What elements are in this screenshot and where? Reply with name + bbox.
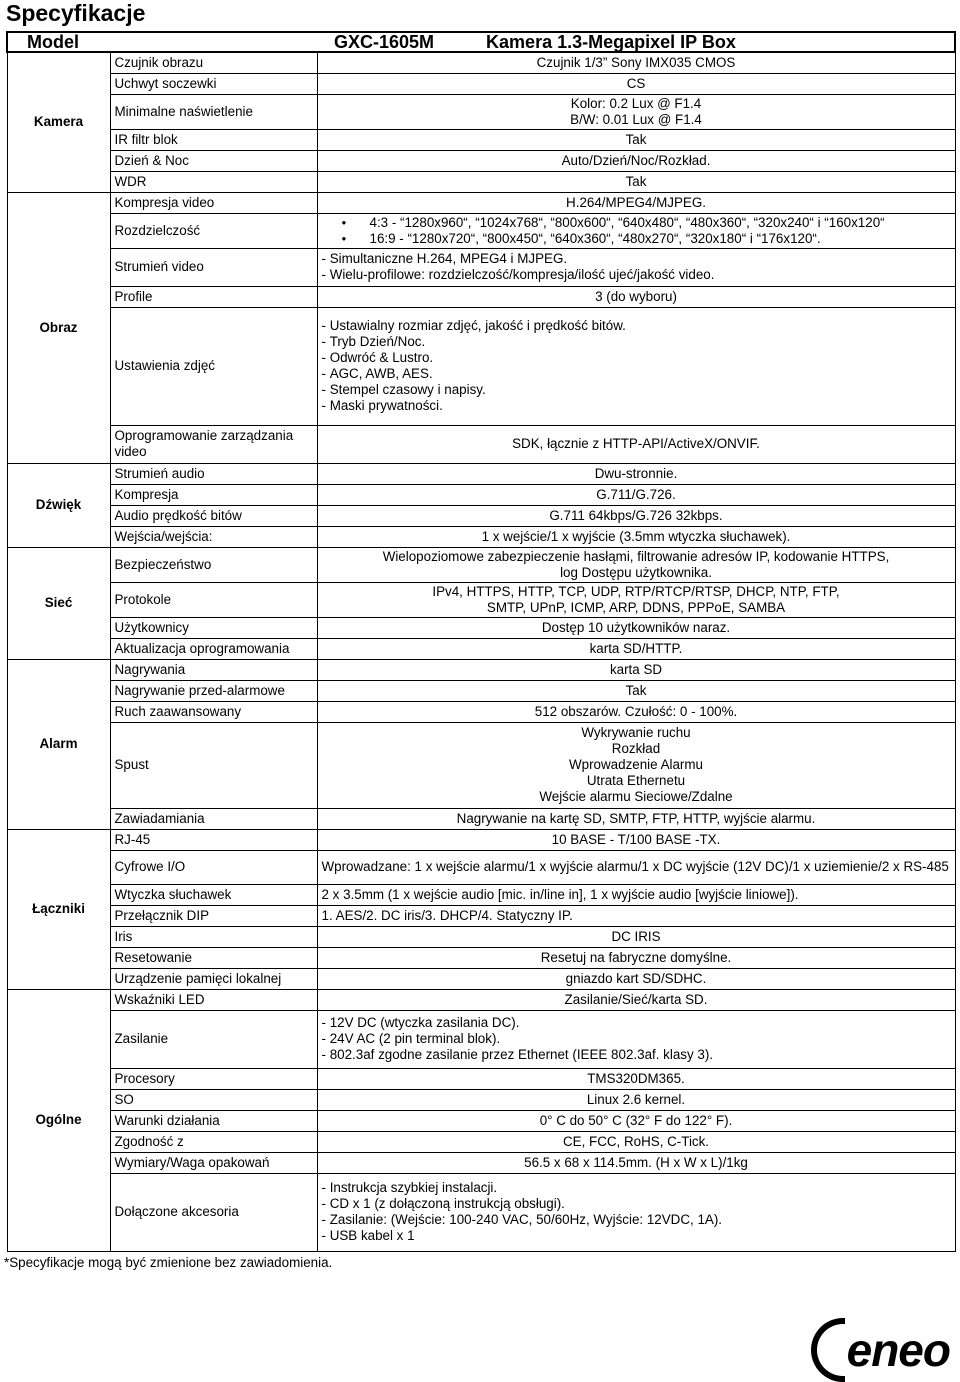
spec-value bbox=[317, 659, 955, 680]
spec-label: Iris bbox=[110, 926, 317, 947]
spec-value bbox=[317, 307, 955, 425]
spec-value-line: - Instrukcja szybkiej instalacji. bbox=[322, 1180, 951, 1196]
spec-value bbox=[317, 722, 955, 808]
category-cell: Obraz bbox=[7, 192, 110, 463]
table-row bbox=[7, 1089, 955, 1110]
logo-arc-icon bbox=[811, 1318, 845, 1382]
table-row bbox=[7, 1131, 955, 1152]
spec-value-line: - Simultaniczne H.264, MPEG4 i MJPEG. bbox=[322, 251, 951, 267]
spec-value bbox=[317, 1089, 955, 1110]
spec-value-line: SDK, łącznie z HTTP-API/ActiveX/ONVIF. bbox=[512, 436, 760, 451]
spec-label: Audio prędkość bitów bbox=[110, 505, 317, 526]
table-row bbox=[7, 526, 955, 547]
spec-value-line: - CD x 1 (z dołączoną instrukcją obsługi). bbox=[322, 1196, 951, 1212]
spec-value-line: ● 16:9 - “1280x720“, “800x450“, “640x360“, “480x270“, “320x180“ i “176x120“. bbox=[342, 231, 951, 247]
spec-value bbox=[317, 1110, 955, 1131]
table-row bbox=[7, 213, 955, 248]
logo-text: eneo bbox=[846, 1324, 950, 1376]
spec-value-line: Dostęp 10 użytkowników naraz. bbox=[541, 619, 731, 635]
spec-value-line: - Zasilanie: (Wejście: 100-240 VAC, 50/60Hz, Wyjście: 12VDC, 1A). bbox=[322, 1212, 951, 1228]
table-row bbox=[7, 968, 955, 989]
table-header-row bbox=[7, 32, 955, 52]
table-row bbox=[7, 150, 955, 171]
spec-value bbox=[317, 505, 955, 526]
spec-label: Przełącznik DIP bbox=[110, 905, 317, 926]
spec-label: Dołączone akcesoria bbox=[110, 1173, 317, 1251]
spec-value-line: G.711 64kbps/G.726 32kbps. bbox=[549, 507, 723, 523]
table-row bbox=[7, 926, 955, 947]
spec-value-line: 3 (do wyboru) bbox=[595, 288, 677, 304]
spec-value-line: karta SD/HTTP. bbox=[589, 640, 683, 656]
footnote: *Specyfikacje mogą być zmienione bez zawiadomienia. bbox=[4, 1255, 333, 1270]
spec-value bbox=[317, 884, 955, 905]
spec-value bbox=[317, 484, 955, 505]
spec-value-line: Linux 2.6 kernel. bbox=[586, 1091, 686, 1107]
spec-label: Protokole bbox=[110, 582, 317, 617]
table-row bbox=[7, 638, 955, 659]
table-row bbox=[7, 192, 955, 213]
spec-value-line: - Ustawialny rozmiar zdjęć, jakość i prędkość bitów. bbox=[322, 318, 951, 334]
spec-value-line: CE, FCC, RoHS, C-Tick. bbox=[562, 1133, 710, 1149]
spec-value-line: 2 x 3.5mm (1 x wejście audio [mic. in/line in], 1 x wyjście audio [wyjście liniowe]). bbox=[321, 886, 799, 902]
spec-value-line: 512 obszarów. Czułość: 0 - 100%. bbox=[534, 703, 738, 719]
spec-value-line: karta SD bbox=[609, 661, 663, 677]
spec-label: Profile bbox=[110, 286, 317, 307]
spec-label: IR filtr blok bbox=[110, 129, 317, 150]
spec-value bbox=[317, 213, 955, 248]
category-cell: Łączniki bbox=[7, 829, 110, 989]
spec-value bbox=[317, 680, 955, 701]
spec-label: Minimalne naświetlenie bbox=[110, 94, 317, 129]
spec-value bbox=[317, 425, 955, 463]
table-row bbox=[7, 989, 955, 1010]
spec-value bbox=[317, 582, 955, 617]
spec-value bbox=[317, 248, 955, 286]
table-row bbox=[7, 1152, 955, 1173]
spec-label: Użytkownicy bbox=[110, 617, 317, 638]
spec-value-line: Czujnik 1/3” Sony IMX035 CMOS bbox=[536, 54, 736, 70]
table-row bbox=[7, 1173, 955, 1251]
spec-value-line: - Odwróć & Lustro. bbox=[322, 350, 951, 366]
spec-value bbox=[317, 1173, 955, 1251]
table-row bbox=[7, 505, 955, 526]
table-row bbox=[7, 463, 955, 484]
spec-value bbox=[317, 1068, 955, 1089]
spec-value-line: - Stempel czasowy i napisy. bbox=[322, 382, 951, 398]
spec-label: Urządzenie pamięci lokalnej bbox=[110, 968, 317, 989]
spec-label: Ruch zaawansowany bbox=[110, 701, 317, 722]
spec-value-line: IPv4, HTTPS, HTTP, TCP, UDP, RTP/RTCP/RTSP, DHCP, NTP, FTP, bbox=[432, 583, 840, 599]
spec-value-line: CS bbox=[626, 75, 646, 91]
spec-value bbox=[317, 94, 955, 129]
table-row bbox=[7, 829, 955, 850]
spec-table bbox=[6, 31, 956, 1252]
spec-value bbox=[317, 129, 955, 150]
spec-value-line: DC IRIS bbox=[611, 928, 661, 944]
spec-value-line: Zasilanie/Sieć/karta SD. bbox=[564, 991, 708, 1007]
spec-value bbox=[317, 1010, 955, 1068]
spec-value-line: - Tryb Dzień/Noc. bbox=[322, 334, 951, 350]
camera-type: Kamera 1.3-Megapixel IP Box bbox=[486, 32, 736, 52]
table-row bbox=[7, 659, 955, 680]
spec-label: Rozdzielczość bbox=[110, 213, 317, 248]
spec-label: SO bbox=[110, 1089, 317, 1110]
spec-value-line: Utrata Ethernetu bbox=[586, 773, 686, 788]
spec-value bbox=[317, 638, 955, 659]
spec-value bbox=[317, 463, 955, 484]
spec-value-line: - 12V DC (wtyczka zasilania DC). bbox=[322, 1015, 951, 1031]
table-row bbox=[7, 680, 955, 701]
spec-label: Strumień video bbox=[110, 248, 317, 286]
spec-value-line: log Dostępu użytkownika. bbox=[560, 564, 712, 580]
table-row bbox=[7, 52, 955, 73]
spec-value-line: SMTP, UPnP, ICMP, ARP, DDNS, PPPoE, SAMBA bbox=[486, 599, 786, 615]
spec-value-line: Tak bbox=[625, 173, 647, 189]
spec-value bbox=[317, 286, 955, 307]
category-cell: Sieć bbox=[7, 547, 110, 659]
spec-value-line: - 802.3af zgodne zasilanie przez Ethernet (IEEE 802.3af. klasy 3). bbox=[322, 1047, 951, 1063]
table-row bbox=[7, 722, 955, 808]
spec-label: Zgodność z bbox=[110, 1131, 317, 1152]
spec-label: Bezpieczeństwo bbox=[110, 547, 317, 582]
spec-value-line: Tak bbox=[625, 131, 647, 147]
spec-value-line: H.264/MPEG4/MJPEG. bbox=[566, 194, 706, 210]
table-row bbox=[7, 171, 955, 192]
spec-value-line: Wprowadzane: 1 x wejście alarmu/1 x wyjście alarmu/1 x DC wyjście (12V DC)/1 x uziemienie/2 x RS-485 bbox=[321, 859, 949, 874]
spec-value bbox=[317, 52, 955, 73]
spec-label: Wymiary/Waga opakowań bbox=[110, 1152, 317, 1173]
spec-value-line: TMS320DM365. bbox=[587, 1070, 685, 1086]
spec-value bbox=[317, 171, 955, 192]
spec-label: Zasilanie bbox=[110, 1010, 317, 1068]
spec-value bbox=[317, 829, 955, 850]
table-row bbox=[7, 547, 955, 582]
spec-label: Uchwyt soczewki bbox=[110, 73, 317, 94]
spec-label: Oprogramowanie zarządzania video bbox=[110, 425, 317, 463]
table-row bbox=[7, 484, 955, 505]
spec-label: Cyfrowe I/O bbox=[110, 850, 317, 884]
table-row bbox=[7, 307, 955, 425]
spec-label: Zawiadamiania bbox=[110, 808, 317, 829]
spec-value bbox=[317, 547, 955, 582]
spec-label: Nagrywanie przed-alarmowe bbox=[110, 680, 317, 701]
model-label: Model bbox=[27, 32, 79, 52]
spec-label: Wejścia/wejścia: bbox=[110, 526, 317, 547]
table-row bbox=[7, 73, 955, 94]
table-row bbox=[7, 1110, 955, 1131]
table-row bbox=[7, 582, 955, 617]
table-row bbox=[7, 947, 955, 968]
page-title: Specyfikacje bbox=[6, 0, 146, 26]
spec-value bbox=[317, 926, 955, 947]
spec-value-line: 10 BASE - T/100 BASE -TX. bbox=[551, 831, 721, 847]
spec-label: Spust bbox=[110, 722, 317, 808]
spec-value-line: Kolor: 0.2 Lux @ F1.4 bbox=[570, 95, 702, 111]
spec-value-line: 1. AES/2. DC iris/3. DHCP/4. Statyczny IP. bbox=[321, 907, 573, 923]
table-row bbox=[7, 94, 955, 129]
table-row bbox=[7, 1010, 955, 1068]
spec-label: Kompresja video bbox=[110, 192, 317, 213]
spec-value-line: Tak bbox=[625, 682, 647, 698]
model-number: GXC-1605M bbox=[334, 32, 435, 52]
model-header bbox=[7, 32, 955, 52]
spec-value-line: Nagrywanie na kartę SD, SMTP, FTP, HTTP, wyjście alarmu. bbox=[456, 810, 816, 826]
spec-value bbox=[317, 150, 955, 171]
spec-value-line: Auto/Dzień/Noc/Rozkład. bbox=[561, 152, 711, 168]
category-cell: Dźwięk bbox=[7, 463, 110, 547]
spec-label: Wtyczka słuchawek bbox=[110, 884, 317, 905]
table-row bbox=[7, 248, 955, 286]
table-row bbox=[7, 1068, 955, 1089]
spec-label: Strumień audio bbox=[110, 463, 317, 484]
table-row bbox=[7, 850, 955, 884]
spec-value-line: Wykrywanie ruchu bbox=[581, 725, 691, 740]
spec-label: Aktualizacja oprogramowania bbox=[110, 638, 317, 659]
spec-value bbox=[317, 617, 955, 638]
spec-label: Warunki działania bbox=[110, 1110, 317, 1131]
spec-value-line: 1 x wejście/1 x wyjście (3.5mm wtyczka słuchawek). bbox=[481, 528, 791, 544]
spec-value-line: B/W: 0.01 Lux @ F1.4 bbox=[570, 111, 702, 127]
spec-label: Kompresja bbox=[110, 484, 317, 505]
spec-value bbox=[317, 1131, 955, 1152]
spec-value bbox=[317, 192, 955, 213]
spec-value bbox=[317, 850, 955, 884]
spec-label: Procesory bbox=[110, 1068, 317, 1089]
spec-value-line: - Maski prywatności. bbox=[322, 398, 951, 414]
table-row bbox=[7, 905, 955, 926]
category-cell: Kamera bbox=[7, 52, 110, 192]
spec-value bbox=[317, 1152, 955, 1173]
eneo-logo bbox=[811, 1318, 950, 1382]
spec-value-line: Wejście alarmu Sieciowe/Zdalne bbox=[539, 789, 733, 804]
spec-value bbox=[317, 947, 955, 968]
spec-label: Nagrywania bbox=[110, 659, 317, 680]
spec-value bbox=[317, 989, 955, 1010]
table-row bbox=[7, 286, 955, 307]
spec-value bbox=[317, 73, 955, 94]
spec-label: WDR bbox=[110, 171, 317, 192]
table-row bbox=[7, 425, 955, 463]
table-row bbox=[7, 701, 955, 722]
spec-value-line: Wprowadzenie Alarmu bbox=[569, 757, 703, 772]
spec-label: RJ-45 bbox=[110, 829, 317, 850]
spec-label: Resetowanie bbox=[110, 947, 317, 968]
spec-value-line: Rozkład bbox=[611, 741, 661, 756]
spec-value bbox=[317, 808, 955, 829]
spec-value-line: G.711/G.726. bbox=[596, 486, 676, 502]
spec-value-line: Dwu-stronnie. bbox=[594, 465, 678, 481]
spec-label: Ustawienia zdjęć bbox=[110, 307, 317, 425]
spec-value-line: - Wielu-profilowe: rozdzielczość/kompresja/ilość ujeć/jakość video. bbox=[322, 267, 951, 283]
spec-label: Dzień & Noc bbox=[110, 150, 317, 171]
spec-value bbox=[317, 905, 955, 926]
table-row bbox=[7, 808, 955, 829]
category-cell: Alarm bbox=[7, 659, 110, 829]
spec-value bbox=[317, 968, 955, 989]
spec-label: Wskaźniki LED bbox=[110, 989, 317, 1010]
spec-value-line: - USB kabel x 1 bbox=[322, 1228, 951, 1244]
spec-value-line: Wielopoziomowe zabezpieczenie hasłąmi, filtrowanie adresów IP, kodowanie HTTPS, bbox=[382, 548, 890, 564]
spec-value-line: gniazdo kart SD/SDHC. bbox=[565, 970, 707, 986]
spec-value-line: ● 4:3 - “1280x960“, “1024x768“, “800x600“, “640x480“, “480x360“, “320x240“ i “160x120“ bbox=[342, 215, 951, 231]
table-row bbox=[7, 617, 955, 638]
spec-value bbox=[317, 701, 955, 722]
spec-value-line: - AGC, AWB, AES. bbox=[322, 366, 951, 382]
spec-value-line: 0° C do 50° C (32° F do 122° F). bbox=[539, 1112, 733, 1128]
category-cell: Ogólne bbox=[7, 989, 110, 1251]
spec-label: Czujnik obrazu bbox=[110, 52, 317, 73]
spec-value-line: - 24V AC (2 pin terminal blok). bbox=[322, 1031, 951, 1047]
spec-value-line: 56.5 x 68 x 114.5mm. (H x W x L)/1kg bbox=[524, 1154, 748, 1170]
table-row bbox=[7, 129, 955, 150]
spec-value bbox=[317, 526, 955, 547]
spec-value-line: Resetuj na fabryczne domyślne. bbox=[540, 949, 732, 965]
table-row bbox=[7, 884, 955, 905]
